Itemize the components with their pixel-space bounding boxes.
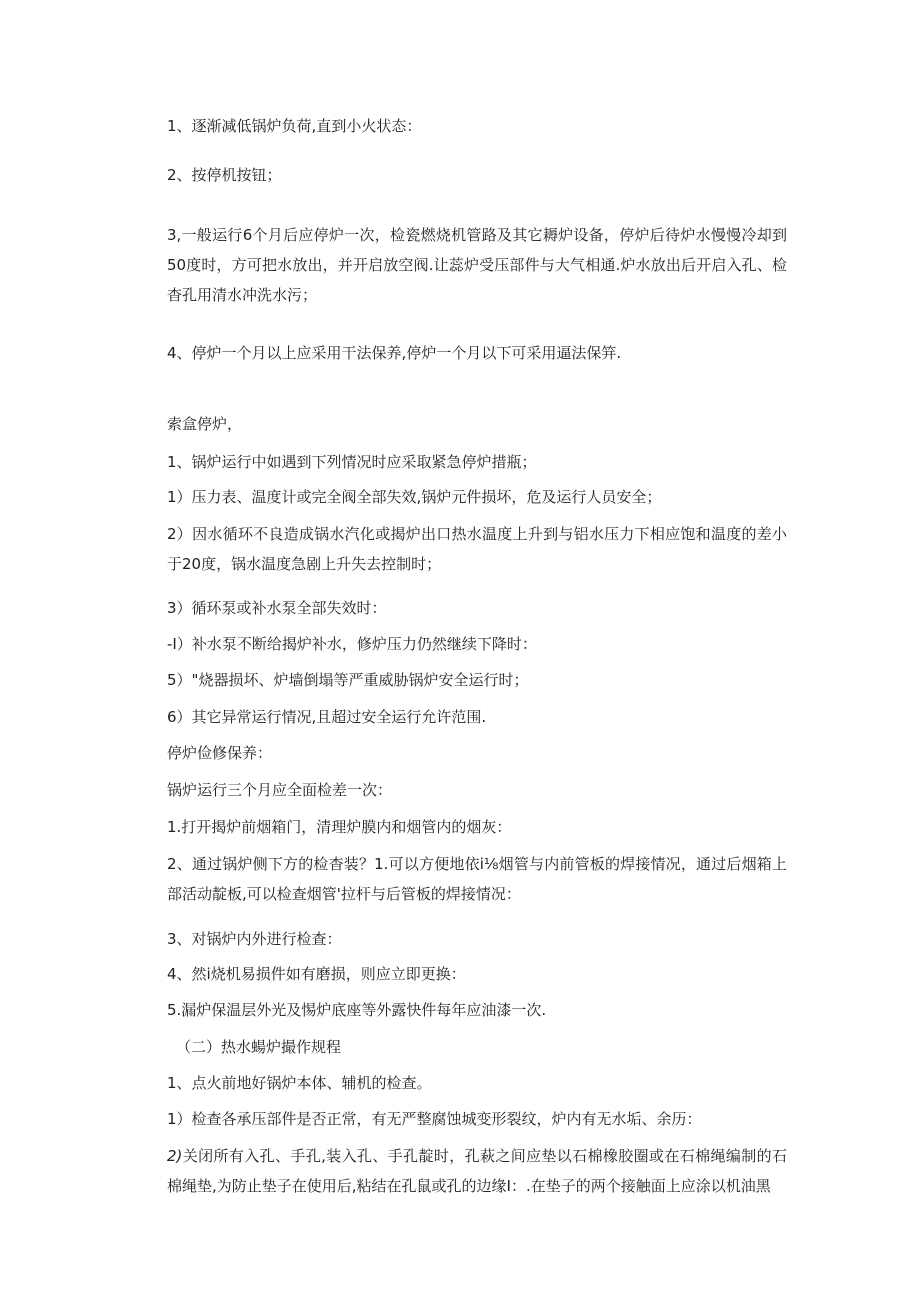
check-item-2-text: 关闭所有入孔、手孔,装入孔、手孔靛时，孔萩之间应垫以石棉橡胶圈或在石棉绳编制的石棉绳垫,为防止垫子在使用后,粘结在孔鼠或孔的边缘I：.在垫子的两个接触面上应涂以机油黑 (167, 1147, 787, 1195)
paragraph-check-1: 1、点火前地好锅炉本体、辅机的检查。 (167, 1074, 432, 1092)
paragraph-check-item-1: 1）检查各承压部件是否正常，有无严整腐蚀城变形裂纹，炉内有无水垢、余历： (167, 1110, 702, 1128)
paragraph-emergency-item-3: 3）循环泵或补水泵全部失效时： (167, 599, 387, 617)
paragraph-maintenance-4: 4、然i烧机易损件如有磨损，则应立即更换： (167, 965, 466, 983)
check-item-2-number: 2) (167, 1147, 183, 1165)
paragraph-emergency-item-5: 5）"烧器损坏、炉墙倒塌等严重威胁锅炉安全运行时； (167, 671, 529, 689)
paragraph-emergency-item-2: 2）因水循环不良造成锅水汽化或揭炉出口热水温度上升到与铝水压力下相应饱和温度的差小于20度，锅水温度急剧上升失去控制时； (167, 525, 787, 573)
paragraph-emergency-item-1: 1）压力表、温度计或完全阀全部失效,锅炉元件损坏，危及运行人员安全； (167, 488, 662, 506)
paragraph-emergency-item-4: -I）补水泵不断给揭炉补水，修炉压力仍然继续下降时： (167, 635, 537, 653)
paragraph-1: 1、逐渐减低锅炉负荷,直到小火状态： (167, 117, 422, 135)
paragraph-maintenance-2: 2、通过锅炉侧下方的检杳装？1.可以方便地依i⅛烟管与内前管板的焊接情况，通过后烟箱上部活动靛板,可以检查烟管'拉杆与后管板的焊接情况： (167, 855, 787, 903)
paragraph-maintenance-intro: 锅炉运行三个月应全面检差一次： (167, 781, 393, 799)
paragraph-check-item-2 (167, 1141, 787, 1201)
paragraph-maintenance-1: 1.打开揭炉前烟箱门，清理炉膜内和烟管内的烟灰： (167, 818, 512, 836)
section-heading-maintenance: 停炉俭修保养： (167, 744, 273, 762)
paragraph-2: 2、按停机按钮； (167, 166, 282, 184)
section-heading-emergency-stop: 索盒停炉， (167, 415, 243, 433)
paragraph-maintenance-5: 5.漏炉保温层外光及惕炉底座等外露快件每年应油漆一次. (167, 1001, 547, 1019)
paragraph-emergency-1: 1、锅炉运行中如遇到下列情况时应采取紧急停炉措瓶； (167, 453, 537, 471)
paragraph-maintenance-3: 3、对锅炉内外进行检查： (167, 930, 342, 948)
paragraph-emergency-item-6: 6）其它异常运行情况,且超过安全运行允许范围. (167, 708, 487, 726)
paragraph-4: 4、停炉一个月以上应采用干法保养,停炉一个月以下可采用逼法保笄. (167, 344, 622, 362)
section-heading-hot-water-boiler: （二）热水蝪炉撮作规程 (176, 1038, 342, 1056)
paragraph-3: 3,一般运行6个月后应停炉一次，检瓷燃烧机管路及其它耨炉设备，停炉后待炉水慢慢冷却到50度时，方可把水放出，并开启放空阀.让蕊炉受压部件与大气相通.炉水放出后开启入孔、检杳孔用清水冲洗水污； (167, 226, 787, 304)
